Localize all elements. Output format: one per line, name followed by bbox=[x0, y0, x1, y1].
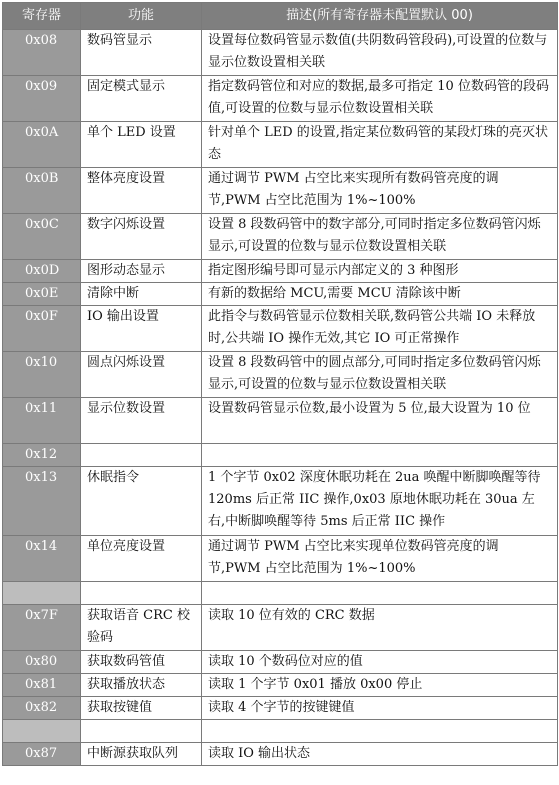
register-cell: 0x10 bbox=[3, 352, 81, 398]
register-rows bbox=[3, 30, 558, 766]
description-cell: 设置 8 段数码管中的数字部分,可同时指定多位数码管闪烁显示,可设置的位数与显示位数设置相关联 bbox=[202, 214, 558, 260]
table-row bbox=[3, 122, 558, 168]
register-cell: 0x87 bbox=[3, 743, 81, 766]
function-cell: 单位亮度设置 bbox=[81, 536, 202, 582]
description-cell bbox=[202, 582, 558, 605]
register-cell: 0x80 bbox=[3, 651, 81, 674]
description-cell: 读取 10 位有效的 CRC 数据 bbox=[202, 605, 558, 651]
function-cell: 获取按键值 bbox=[81, 697, 202, 720]
description-cell: 有新的数据给 MCU,需要 MCU 清除该中断 bbox=[202, 283, 558, 306]
register-cell: 0x14 bbox=[3, 536, 81, 582]
function-cell bbox=[81, 444, 202, 467]
table-row bbox=[3, 214, 558, 260]
description-cell: 设置 8 段数码管中的圆点部分,可同时指定多位数码管闪烁显示,可设置的位数与显示位数设置相关联 bbox=[202, 352, 558, 398]
description-cell bbox=[202, 720, 558, 743]
function-cell: IO 输出设置 bbox=[81, 306, 202, 352]
description-cell: 此指令与数码管显示位数相关联,数码管公共端 IO 未释放时,公共端 IO 操作无效,其它 IO 可正常操作 bbox=[202, 306, 558, 352]
table-row bbox=[3, 30, 558, 76]
function-cell: 数码管显示 bbox=[81, 30, 202, 76]
header-row bbox=[3, 3, 558, 30]
description-cell: 读取 10 个数码位对应的值 bbox=[202, 651, 558, 674]
description-cell: 通过调节 PWM 占空比来实现单位数码管亮度的调节,PWM 占空比范围为 1%~100% bbox=[202, 536, 558, 582]
function-cell: 获取语音 CRC 校验码 bbox=[81, 605, 202, 651]
table-row bbox=[3, 651, 558, 674]
function-cell: 固定模式显示 bbox=[81, 76, 202, 122]
function-cell: 整体亮度设置 bbox=[81, 168, 202, 214]
function-cell: 中断源获取队列 bbox=[81, 743, 202, 766]
table-row bbox=[3, 674, 558, 697]
header-function: 功能 bbox=[81, 3, 202, 30]
table-row bbox=[3, 398, 558, 444]
register-cell: 0x12 bbox=[3, 444, 81, 467]
register-cell bbox=[3, 720, 81, 743]
table-row bbox=[3, 605, 558, 651]
register-cell: 0x0A bbox=[3, 122, 81, 168]
table-row bbox=[3, 720, 558, 743]
table-row bbox=[3, 444, 558, 467]
table-row bbox=[3, 352, 558, 398]
description-cell: 通过调节 PWM 占空比来实现所有数码管亮度的调节,PWM 占空比范围为 1%~100% bbox=[202, 168, 558, 214]
table-row bbox=[3, 168, 558, 214]
register-cell: 0x13 bbox=[3, 467, 81, 536]
register-cell: 0x11 bbox=[3, 398, 81, 444]
description-cell: 读取 1 个字节 0x01 播放 0x00 停止 bbox=[202, 674, 558, 697]
table-row bbox=[3, 697, 558, 720]
register-cell: 0x0D bbox=[3, 260, 81, 283]
header-description: 描述(所有寄存器未配置默认 00) bbox=[202, 3, 558, 30]
description-cell: 设置每位数码管显示数值(共阴数码管段码),可设置的位数与显示位数设置相关联 bbox=[202, 30, 558, 76]
register-cell: 0x0F bbox=[3, 306, 81, 352]
register-cell: 0x0E bbox=[3, 283, 81, 306]
description-cell: 指定数码管位和对应的数据,最多可指定 10 位数码管的段码值,可设置的位数与显示位数设置相关联 bbox=[202, 76, 558, 122]
table-row bbox=[3, 582, 558, 605]
description-cell bbox=[202, 444, 558, 467]
register-cell: 0x0C bbox=[3, 214, 81, 260]
table-row bbox=[3, 743, 558, 766]
function-cell: 单个 LED 设置 bbox=[81, 122, 202, 168]
function-cell: 获取数码管值 bbox=[81, 651, 202, 674]
register-cell: 0x08 bbox=[3, 30, 81, 76]
description-cell: 读取 IO 输出状态 bbox=[202, 743, 558, 766]
table-row bbox=[3, 260, 558, 283]
register-cell bbox=[3, 582, 81, 605]
table-row bbox=[3, 536, 558, 582]
register-table bbox=[2, 2, 558, 766]
header-register: 寄存器 bbox=[3, 3, 81, 30]
register-cell: 0x81 bbox=[3, 674, 81, 697]
function-cell bbox=[81, 582, 202, 605]
description-cell: 读取 4 个字节的按键键值 bbox=[202, 697, 558, 720]
description-cell: 指定图形编号即可显示内部定义的 3 种图形 bbox=[202, 260, 558, 283]
description-cell: 1 个字节 0x02 深度休眠功耗在 2ua 唤醒中断脚唤醒等待 120ms 后正常 IIC 操作,0x03 原地休眠功耗在 30ua 左右,中断脚唤醒等待 5ms 后正常 IIC 操作 bbox=[202, 467, 558, 536]
function-cell: 休眠指令 bbox=[81, 467, 202, 536]
table-row bbox=[3, 283, 558, 306]
function-cell: 显示位数设置 bbox=[81, 398, 202, 444]
function-cell bbox=[81, 720, 202, 743]
table-row bbox=[3, 306, 558, 352]
description-cell: 针对单个 LED 的设置,指定某位数码管的某段灯珠的亮灭状态 bbox=[202, 122, 558, 168]
table-row bbox=[3, 467, 558, 536]
table-row bbox=[3, 76, 558, 122]
function-cell: 图形动态显示 bbox=[81, 260, 202, 283]
function-cell: 数字闪烁设置 bbox=[81, 214, 202, 260]
register-cell: 0x82 bbox=[3, 697, 81, 720]
register-cell: 0x0B bbox=[3, 168, 81, 214]
register-cell: 0x09 bbox=[3, 76, 81, 122]
description-cell: 设置数码管显示位数,最小设置为 5 位,最大设置为 10 位 bbox=[202, 398, 558, 444]
function-cell: 圆点闪烁设置 bbox=[81, 352, 202, 398]
function-cell: 获取播放状态 bbox=[81, 674, 202, 697]
function-cell: 清除中断 bbox=[81, 283, 202, 306]
register-cell: 0x7F bbox=[3, 605, 81, 651]
